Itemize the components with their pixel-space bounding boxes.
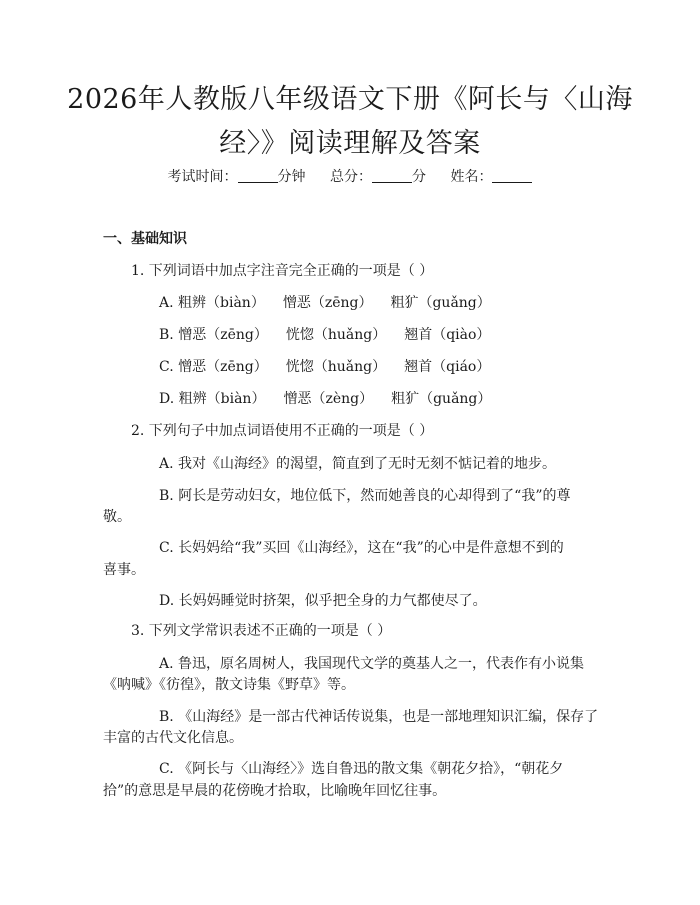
question-1-stem: 1. 下列词语中加点字注音完全正确的一项是（ ） <box>131 263 434 279</box>
score-unit: 分 <box>412 169 426 185</box>
score-blank <box>372 168 412 183</box>
question-1-option-c <box>159 357 490 377</box>
question-3-option-a: A. 鲁迅，原名周树人，我国现代文学的奠基人之一，代表作有小说集 <box>159 656 585 672</box>
question-1-option-b <box>159 325 490 345</box>
option-word: 恍惚（huǎng） <box>285 327 387 343</box>
option-letter: C. <box>159 359 174 375</box>
option-word: 翘首（qiáo） <box>404 359 491 375</box>
question-2-option-b-cont: 敬。 <box>103 509 131 525</box>
option-letter: D. <box>159 391 175 407</box>
time-blank <box>238 168 278 183</box>
option-word: 憎恶（zèng） <box>283 391 374 407</box>
question-3-option-a-cont: 《呐喊》《彷徨》，散文诗集《野草》等。 <box>103 677 355 693</box>
question-3-option-c-cont: 拾”的意思是早晨的花傍晚才拾取，比喻晚年回忆往事。 <box>103 783 447 799</box>
question-3-option-c: C. 《阿长与〈山海经〉》选自鲁迅的散文集《朝花夕拾》，“朝花夕 <box>159 761 564 777</box>
question-2-stem: 2. 下列句子中加点词语使用不正确的一项是（ ） <box>131 423 434 439</box>
document-title: 2026年人教版八年级语文下册《阿长与〈山海经〉》阅读理解及答案 <box>67 84 633 159</box>
name-label: 姓名： <box>450 169 493 185</box>
time-label: 考试时间： <box>167 169 238 185</box>
question-2-option-a: A. 我对《山海经》的渴望，简直到了无时无刻不惦记着的地步。 <box>159 456 557 472</box>
exam-meta <box>0 167 700 187</box>
question-3-option-b: B. 《山海经》是一部古代神话传说集，也是一部地理知识汇编，保存了 <box>159 709 599 725</box>
exam-time <box>168 169 310 185</box>
question-2-option-b: B. 阿长是劳动妇女，地位低下，然而她善良的心却得到了“我”的尊 <box>159 488 571 504</box>
question-2-option-c: C. 长妈妈给“我”买回《山海经》，这在“我”的心中是件意想不到的 <box>159 540 564 556</box>
name-blank <box>492 168 532 183</box>
question-3-option-b-cont: 丰富的古代文化信息。 <box>103 730 243 746</box>
exam-name <box>450 169 532 185</box>
option-word: 翘首（qiào） <box>404 327 491 343</box>
question-2-option-c-cont: 喜事。 <box>103 562 145 578</box>
exam-score <box>330 169 430 185</box>
option-word: 憎恶（zēng） <box>282 295 373 311</box>
score-label: 总分： <box>330 169 372 185</box>
time-unit: 分钟 <box>277 169 306 185</box>
option-letter: A. <box>159 295 174 311</box>
question-1-option-d <box>159 389 491 409</box>
section-heading: 一、基础知识 <box>103 231 187 247</box>
question-1-option-a <box>159 293 491 313</box>
option-word: 恍惚（huǎng） <box>285 359 387 375</box>
option-word: 粗辨（biàn） <box>178 295 265 311</box>
option-letter: B. <box>159 327 174 343</box>
option-word: 憎恶（zēng） <box>178 327 268 343</box>
question-2-option-d: D. 长妈妈睡觉时挤架，似乎把全身的力气都使尽了。 <box>159 593 487 609</box>
option-word: 粗犷（guǎng） <box>390 295 491 311</box>
question-3-stem: 3. 下列文学常识表述不正确的一项是（ ） <box>131 623 392 639</box>
option-word: 粗辨（biàn） <box>178 391 266 407</box>
option-word: 粗犷（guǎng） <box>391 391 492 407</box>
option-word: 憎恶（zēng） <box>178 359 268 375</box>
